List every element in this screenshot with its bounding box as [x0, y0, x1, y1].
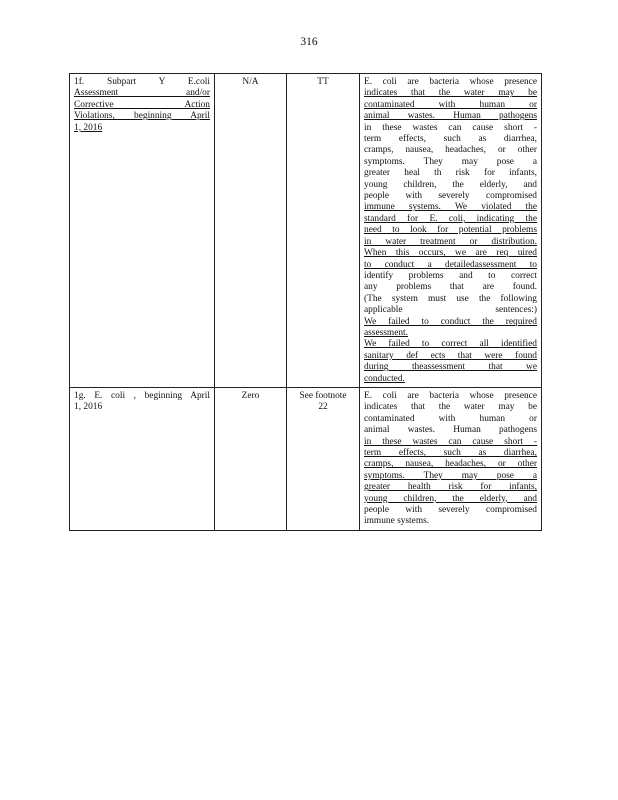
- health-effects-line: symptoms. They may pose a: [364, 470, 537, 481]
- health-effects-line: E. coli are bacteria whose presence: [364, 390, 537, 401]
- contaminant-line: Assessment and/or: [74, 88, 210, 99]
- contaminant-line: Corrective Action: [74, 99, 210, 110]
- health-effects-line: indicates that the water may be: [364, 88, 537, 99]
- health-effects-line: people with severely compromised: [364, 505, 537, 516]
- health-effects-line: greater health risk for infants,: [364, 482, 537, 493]
- health-effects-line: term effects, such as diarrhea,: [364, 448, 537, 458]
- contaminant-line: 1, 2016: [74, 122, 103, 133]
- table-row: [70, 74, 542, 388]
- health-effects-line: cramps, nausea, headaches, or other: [364, 459, 537, 470]
- health-effects-line: contaminated with human or: [364, 413, 537, 424]
- contaminant-line: 1g. E. coli , beginning April: [74, 390, 210, 401]
- mcl-value: N/A: [242, 77, 259, 87]
- contaminant-cell: [70, 387, 215, 530]
- contaminant-cell: [70, 74, 215, 388]
- health-effects-line: contaminated with human or: [364, 99, 537, 110]
- health-effects-line: We failed to correct all identified: [364, 339, 537, 350]
- mclg-cell: [287, 74, 360, 388]
- health-effects-line: in water treatment or distribution.: [364, 236, 537, 247]
- health-effects-line: identify problems and to correct: [364, 270, 537, 281]
- mcl-cell: [215, 387, 287, 530]
- mclg-line: TT: [317, 77, 329, 87]
- health-effects-line: need to look for potential problems: [364, 225, 537, 236]
- health-effects-cell: [360, 387, 542, 530]
- mclg-line: See footnote: [299, 390, 347, 401]
- health-effects-line: during theassessment that we: [364, 362, 537, 373]
- contaminant-line: 1, 2016: [74, 402, 103, 413]
- table-row: [70, 387, 542, 530]
- health-effects-cell: [360, 74, 542, 388]
- health-effects-line: standard for E. coli, indicating the: [364, 213, 537, 224]
- mcl-cell: [215, 74, 287, 388]
- health-effects-line: immune systems. We violated the: [364, 202, 537, 213]
- health-effects-line: E. coli are bacteria whose presence: [364, 77, 537, 87]
- health-effects-line: any problems that are found.: [364, 282, 537, 293]
- health-effects-line: indicates that the water may be: [364, 402, 537, 413]
- health-effects-line: to conduct a detailedassessment to: [364, 259, 537, 270]
- health-effects-line: animal wastes. Human pathogens: [364, 425, 537, 436]
- health-effects-line: cramps, nausea, headaches, or other: [364, 145, 537, 156]
- health-effects-line: conducted.: [364, 373, 405, 384]
- health-effects-line: animal wastes. Human pathogens: [364, 111, 537, 122]
- mclg-line: 22: [318, 402, 328, 413]
- health-effects-line: assessment.: [364, 327, 409, 338]
- health-effects-line: in these wastes can cause short -: [364, 436, 537, 447]
- health-effects-line: sanitary def ects that were found: [364, 350, 537, 361]
- contaminant-line: Violations, beginning April: [74, 111, 210, 122]
- health-effects-line: term effects, such as diarrhea,: [364, 134, 537, 145]
- mcl-value: Zero: [241, 390, 260, 401]
- contaminant-table: [69, 73, 542, 531]
- contaminant-line: 1f. Subpart Y E.coli: [74, 77, 210, 87]
- health-effects-line: applicable sentences:): [364, 305, 537, 316]
- health-effects-line: greater heal th risk for infants,: [364, 168, 537, 179]
- health-effects-line: in these wastes can cause short -: [364, 122, 537, 133]
- health-effects-line: young children, the elderly, and: [364, 493, 537, 504]
- page-number: 316: [300, 36, 318, 48]
- health-effects-line: young children, the elderly, and: [364, 179, 537, 190]
- mclg-cell: [287, 387, 360, 530]
- health-effects-line: people with severely compromised: [364, 191, 537, 202]
- health-effects-line: immune systems.: [364, 516, 430, 527]
- health-effects-line: symptoms. They may pose a: [364, 156, 537, 167]
- health-effects-line: When this occurs, we are req uired: [364, 248, 537, 259]
- health-effects-line: (The system must use the following: [364, 293, 537, 304]
- health-effects-line: We failed to conduct the required: [364, 316, 537, 327]
